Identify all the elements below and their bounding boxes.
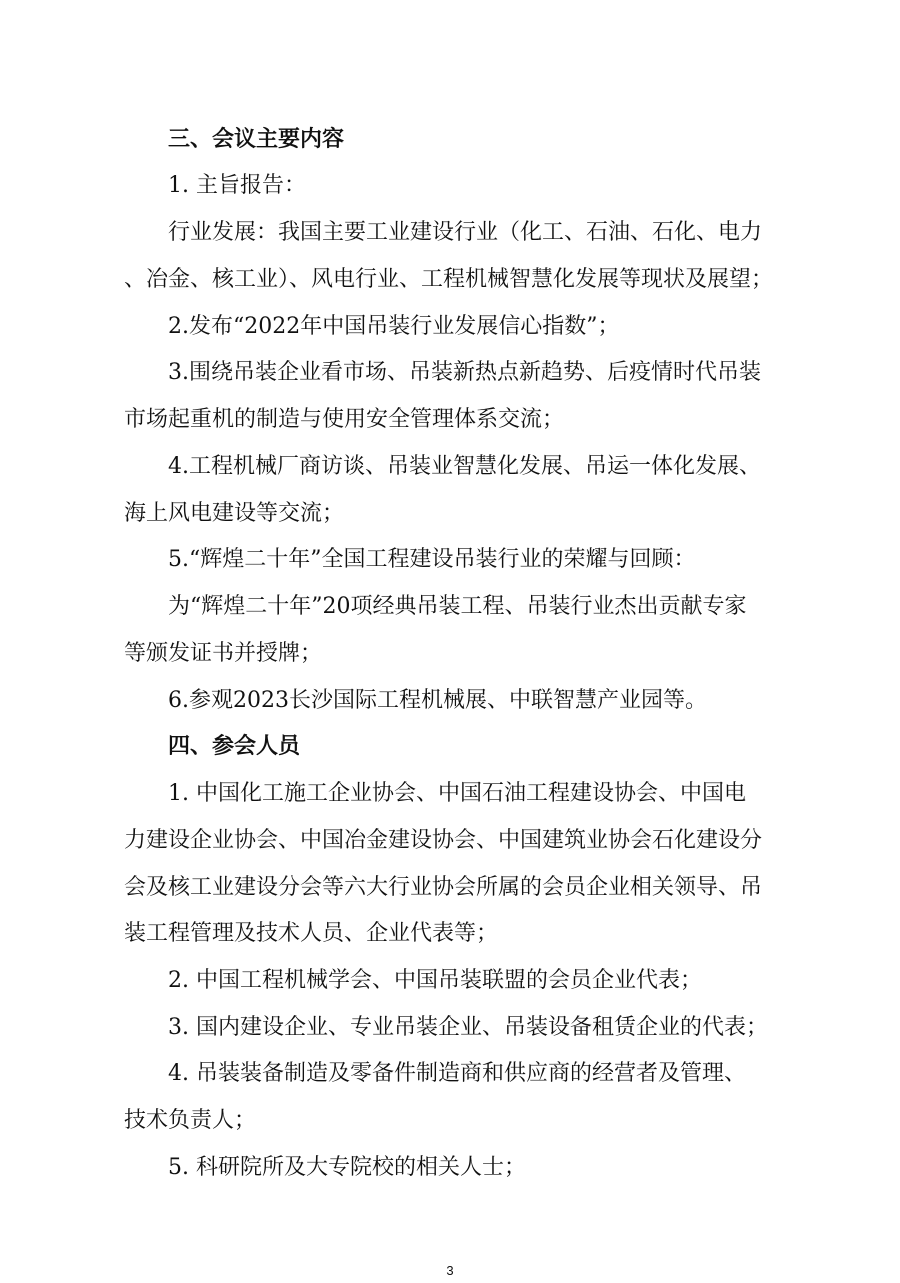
item-market-exchange-line: 3.围绕吊装企业看市场、吊装新热点新趋势、后疫情时代吊装: [168, 360, 761, 385]
attendee-item-4-line: 技术负责人；: [124, 1108, 257, 1133]
item-keynote-body-line: 、冶金、核工业）、风电行业、工程机械智慧化发展等现状及展望；: [124, 267, 774, 292]
attendee-item-1-line: 会及核工业建设分会等六大行业协会所属的会员企业相关领导、吊: [124, 875, 763, 900]
page-number: 3: [446, 1263, 454, 1278]
attendee-item-4-line: 4. 吊装装备制造及零备件制造商和供应商的经营者及管理、: [168, 1061, 746, 1086]
item-twenty-years-title: 5.“辉煌二十年”全国工程建设吊装行业的荣耀与回顾：: [168, 547, 696, 572]
section-heading-meeting-content: 三、会议主要内容: [168, 127, 345, 152]
item-keynote-title: 1. 主旨报告：: [168, 173, 306, 198]
item-market-exchange-line: 市场起重机的制造与使用安全管理体系交流；: [124, 407, 565, 432]
item-interviews-line: 4.工程机械厂商访谈、吊装业智慧化发展、吊运一体化发展、: [168, 454, 761, 479]
attendee-item-5: 5. 科研院所及大专院校的相关人士；: [168, 1155, 526, 1180]
item-interviews-line: 海上风电建设等交流；: [124, 501, 345, 526]
section-heading-attendees: 四、参会人员: [168, 734, 301, 759]
item-confidence-index: 2.发布“2022年中国吊装行业发展信心指数”；: [168, 314, 620, 339]
item-visit: 6.参观2023长沙国际工程机械展、中联智慧产业园等。: [168, 688, 707, 713]
item-twenty-years-body-line: 为“辉煌二十年”20项经典吊装工程、吊装行业杰出贡献专家: [168, 594, 747, 619]
attendee-item-1-line: 1. 中国化工施工企业协会、中国石油工程建设协会、中国电: [168, 781, 746, 806]
attendee-item-3: 3. 国内建设企业、专业吊装企业、吊装设备租赁企业的代表；: [168, 1015, 768, 1040]
item-keynote-body-line: 行业发展：我国主要工业建设行业（化工、石油、石化、电力: [168, 220, 763, 245]
item-twenty-years-body-line: 等颁发证书并授牌；: [124, 641, 323, 666]
attendee-item-1-line: 力建设企业协会、中国冶金建设协会、中国建筑业协会石化建设分: [124, 828, 763, 853]
attendee-item-2: 2. 中国工程机械学会、中国吊装联盟的会员企业代表；: [168, 968, 702, 993]
attendee-item-1-line: 装工程管理及技术人员、企业代表等；: [124, 921, 499, 946]
